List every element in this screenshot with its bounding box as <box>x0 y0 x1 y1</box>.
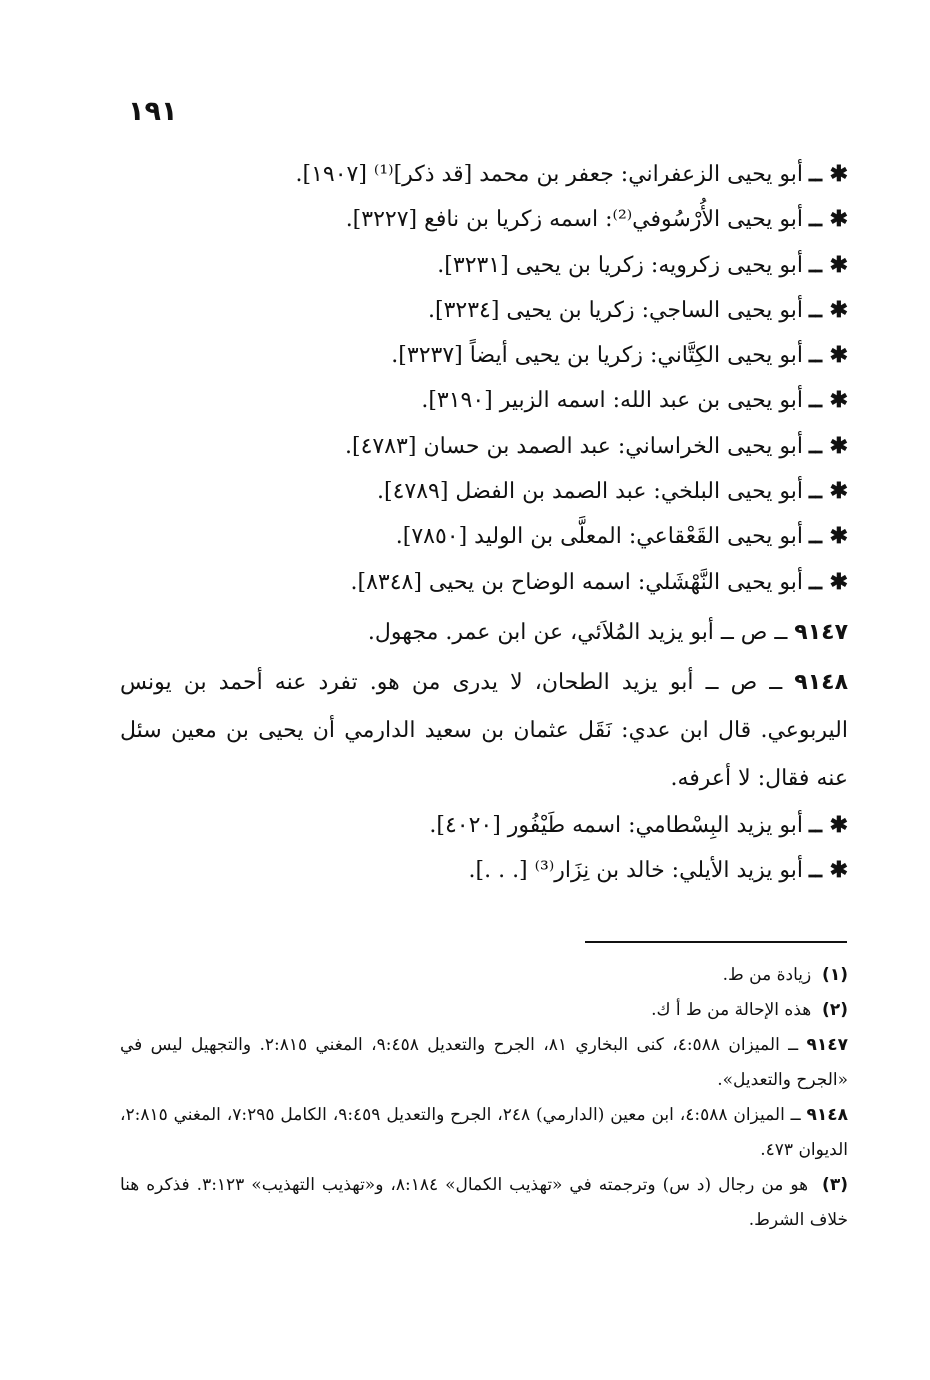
star-icon: ✱ ــ <box>809 523 848 550</box>
star-icon: ✱ ــ <box>809 387 848 414</box>
star-entry <box>120 288 848 333</box>
entry-text: أبو يحيى الزعفراني: جعفر بن محمد [قد ذكر]⁽¹⁾ [١٩٠٧]. <box>295 162 804 187</box>
footnote-number: (٣) <box>822 1175 848 1195</box>
footnote-3 <box>120 1168 848 1238</box>
star-entry <box>120 152 848 197</box>
entry-text: أبو يحيى النَّهْشَلي: اسمه الوضاح بن يحيى [٨٣٤٨]. <box>350 569 804 595</box>
entry-text: ــ ص ــ أبو يزيد الطحان، لا يدرى من هو. تفرد عنه أحمد بن يونس اليربوعي. قال ابن عدي: نَقَل عثمان بن سعيد الدارمي أن يحيى بن معين سئل عنه فقال: لا أعرفه. <box>120 669 848 791</box>
main-text <box>120 152 848 894</box>
footnote-number: ٩١٤٧ <box>806 1035 849 1055</box>
footnote-number: (١) <box>822 965 848 985</box>
star-icon: ✱ ــ <box>809 811 848 838</box>
footnote-number: (٢) <box>822 1000 848 1020</box>
star-entry <box>120 560 848 605</box>
footnotes <box>120 958 848 1238</box>
entry-text: أبو يزيد الأيلي: خالد بن نِزَار⁽³⁾ [. . .]. <box>468 858 804 884</box>
entry-text: ــ ص ــ أبو يزيد المُلاَئي، عن ابن عمر. مجهول. <box>367 619 788 645</box>
entry-text: أبو يحيى الأُرْسُوفي⁽²⁾: اسمه زكريا بن نافع [٣٢٢٧]. <box>345 207 804 233</box>
entry-text: أبو يحيى القَعْقاعي: المعلَّى بن الوليد [٧٨٥٠]. <box>395 524 804 550</box>
star-icon: ✱ ــ <box>809 478 848 505</box>
footnote-1 <box>120 958 848 993</box>
entry-number: ٩١٤٧ <box>794 619 848 645</box>
star-icon: ✱ ــ <box>809 342 848 369</box>
star-icon: ✱ ــ <box>809 296 848 323</box>
star-icon: ✱ ــ <box>809 857 848 884</box>
star-entry <box>120 469 848 514</box>
star-entry <box>120 424 848 469</box>
footnote-2 <box>120 993 848 1028</box>
footnote-text: ــ الميزان ٤:٥٨٨، ابن معين (الدارمي) ٢٤٨، الجرح والتعديل ٩:٤٥٩، الكامل ٧:٢٩٥، المغني ٢:٨١٥، الديوان ٤٧٣. <box>120 1105 848 1160</box>
footnote-ref-9148 <box>120 1098 848 1168</box>
star-entry <box>120 378 848 423</box>
star-icon: ✱ ــ <box>809 206 848 233</box>
entry-text: أبو يحيى الخراساني: عبد الصمد بن حسان [٤٧٨٣]. <box>345 433 804 459</box>
footnote-number: ٩١٤٨ <box>806 1105 849 1125</box>
star-icon: ✱ ــ <box>809 251 848 278</box>
star-icon: ✱ ــ <box>809 432 848 459</box>
entry-text: أبو يحيى الساجي: زكريا بن يحيى [٣٢٣٤]. <box>428 297 804 323</box>
entry-text: أبو يحيى زكرويه: زكريا بن يحيى [٣٢٣١]. <box>437 252 804 278</box>
star-entry <box>120 803 848 848</box>
entry-text: أبو يزيد البِسْطامي: اسمه طَيْفُور [٤٠٢٠]. <box>429 812 804 838</box>
footnote-text: زيادة من ط. <box>722 965 812 985</box>
star-entry <box>120 333 848 378</box>
footnote-text: هو من رجال (د س) وترجمته في «تهذيب الكمال» ٨:١٨٤، و«تهذيب التهذيب» ٣:١٢٣. فذكره هنا خلاف الشرط. <box>120 1175 848 1230</box>
entry-number: ٩١٤٨ <box>794 669 848 695</box>
entry-9147 <box>120 609 848 657</box>
star-icon: ✱ ــ <box>809 161 848 187</box>
footnote-ref-9147 <box>120 1028 848 1098</box>
entry-text: أبو يحيى البلخي: عبد الصمد بن الفضل [٤٧٨٩]. <box>377 479 804 505</box>
star-entry <box>120 514 848 559</box>
page-number: ١٩١ <box>128 96 178 127</box>
entry-text: أبو يحيى بن عبد الله: اسمه الزبير [٣١٩٠]. <box>421 388 804 414</box>
entry-9148 <box>120 659 848 803</box>
star-icon: ✱ ــ <box>809 568 848 595</box>
star-entry <box>120 243 848 288</box>
footnote-text: هذه الإحالة من ط أ ك. <box>651 1000 812 1020</box>
entry-text: أبو يحيى الكِتَّاني: زكريا بن يحيى أيضاً [٣٢٣٧]. <box>391 343 804 369</box>
footnote-text: ــ الميزان ٤:٥٨٨، كنى البخاري ٨١، الجرح والتعديل ٩:٤٥٨، المغني ٢:٨١٥. والتجهيل ليس في «الجرح والتعديل». <box>120 1035 848 1090</box>
star-entry <box>120 848 848 893</box>
footnote-divider <box>585 941 847 943</box>
star-entry <box>120 197 848 242</box>
